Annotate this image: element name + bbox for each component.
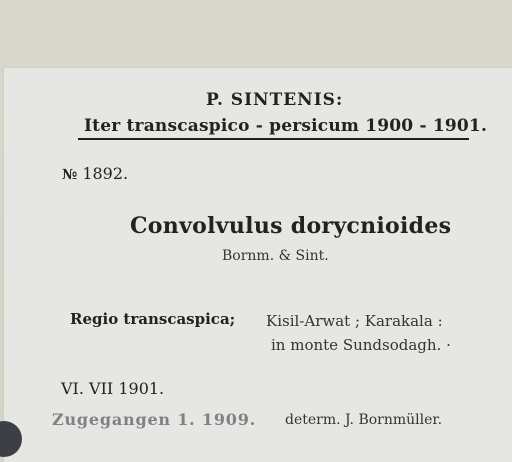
collector-name: P. SINTENIS: <box>206 90 344 110</box>
localities-line-2: in monte Sundsodagh. · <box>271 336 451 354</box>
collection-date: VI. VII 1901. <box>61 379 165 398</box>
region-label: Regio transcaspica; <box>70 310 236 328</box>
determination: determ. J. Bornmüller. <box>285 412 443 428</box>
localities-line-1: Kisil-Arwat ; Karakala : <box>266 312 443 330</box>
expedition-title: Iter transcaspico - persicum 1900 - 1901. <box>84 116 488 136</box>
header-underline <box>78 138 469 140</box>
specimen-number <box>62 164 128 183</box>
received-stamp: Zugegangen 1. 1909. <box>52 410 257 429</box>
species-name: Convolvulus dorycnioides <box>130 213 452 239</box>
number-sign: № <box>62 167 78 183</box>
species-authors: Bornm. & Sint. <box>222 248 329 264</box>
number-value: 1892. <box>82 164 129 183</box>
